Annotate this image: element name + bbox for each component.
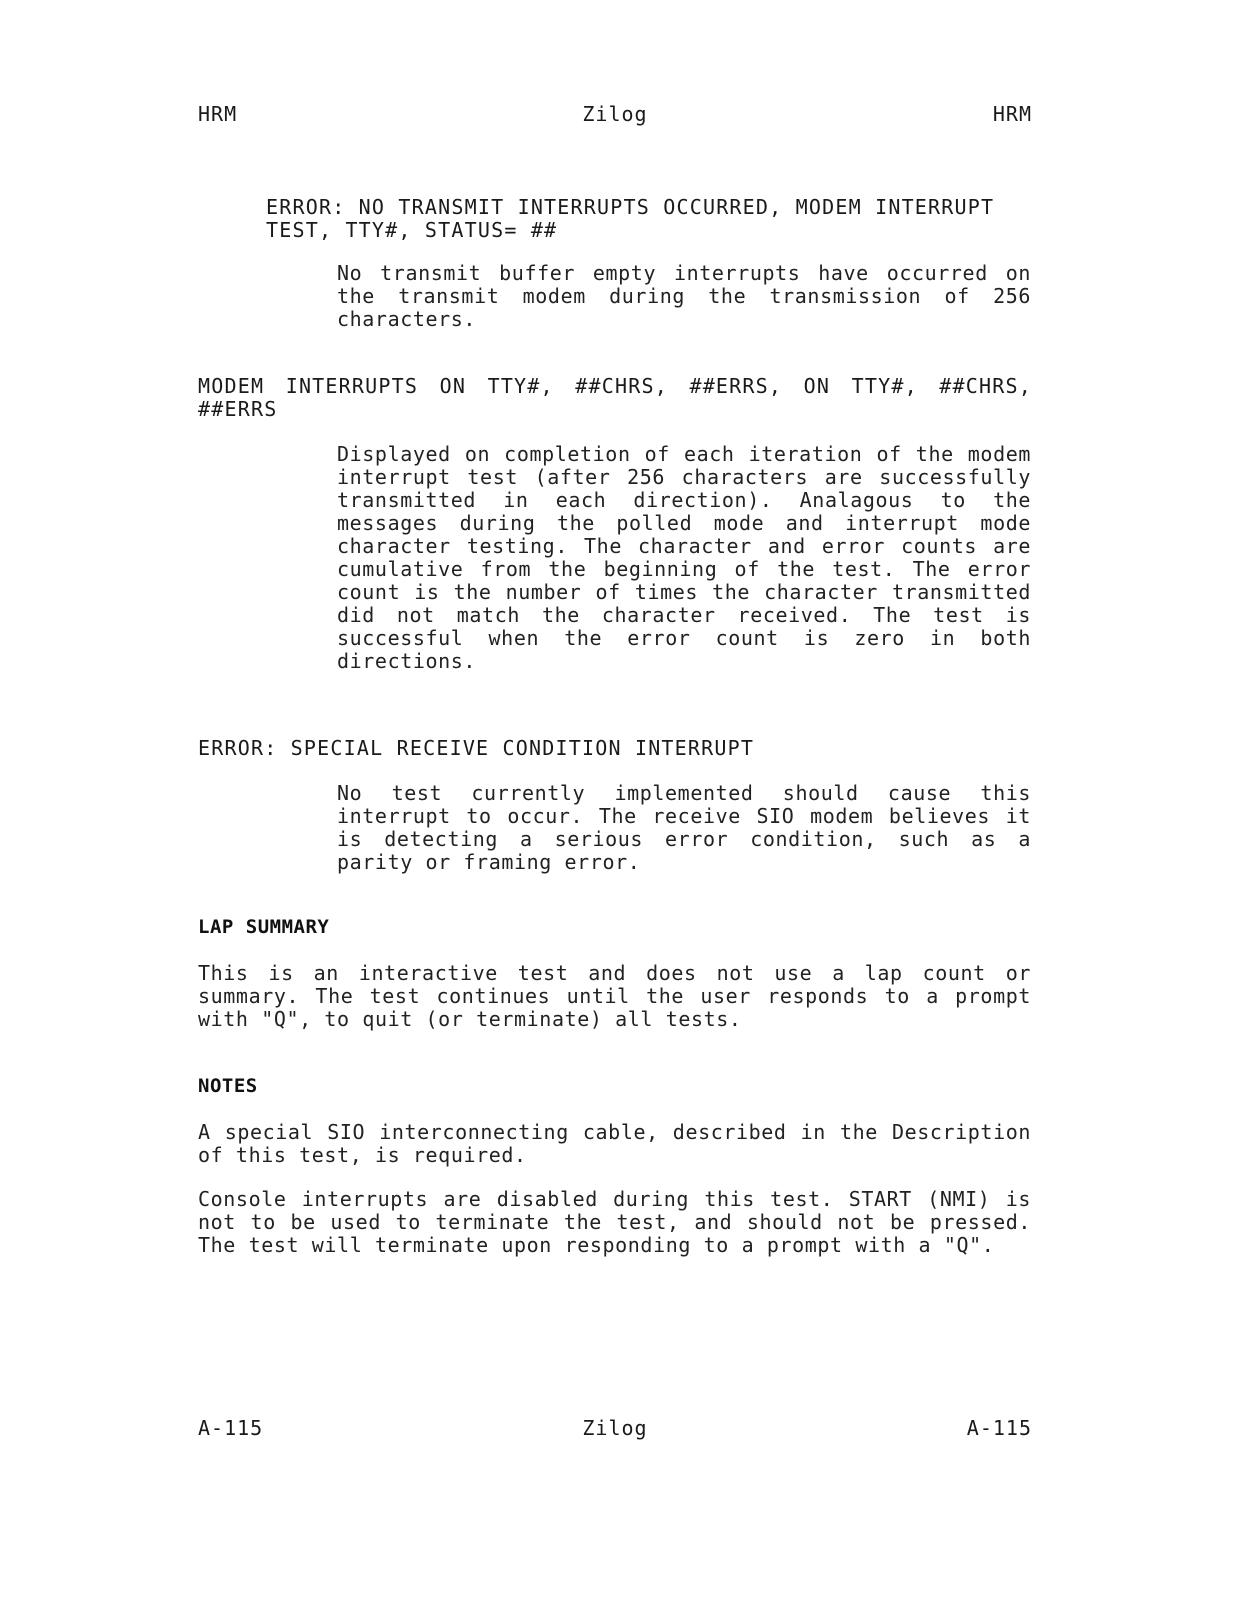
status-description-modem-interrupts: Displayed on completion of each iteration of the modem interrupt test (after 256 characters are successfully transmitted in each direction). Analagous to the messages during the polled mode and interrupt mode character testing. The character and error counts are cumulative from the beginning of the test. The error count is the number of times the character transmitted did not match the character received. The test is successful when the error count is zero in both directions.	[337, 442, 1031, 673]
lap-summary-text: This is an interactive test and does not use a lap count or summary. The test continues until the user responds to a prompt with "Q", to quit (or terminate) all tests.	[198, 961, 1031, 1031]
page-header	[198, 102, 1032, 132]
footer-left: A-115	[198, 1416, 264, 1440]
page-footer	[198, 1416, 1032, 1446]
status-message-modem-interrupts: MODEM INTERRUPTS ON TTY#, ##CHRS, ##ERRS, ON TTY#, ##CHRS, ##ERRS	[198, 374, 1032, 421]
header-center: Zilog	[582, 102, 648, 126]
notes-paragraph-console: Console interrupts are disabled during this test. START (NMI) is not to be used to terminate the test, and should not be pressed. The test will terminate upon responding to a prompt with a "Q".	[198, 1187, 1031, 1257]
footer-right: A-115	[966, 1416, 1032, 1440]
notes-paragraph-cable: A special SIO interconnecting cable, described in the Description of this test, is required.	[198, 1120, 1031, 1167]
error-message-no-transmit: ERROR: NO TRANSMIT INTERRUPTS OCCURRED, MODEM INTERRUPT TEST, TTY#, STATUS= ##	[266, 195, 995, 242]
footer-center: Zilog	[582, 1416, 648, 1440]
header-left: HRM	[198, 102, 238, 126]
error-description-no-transmit: No transmit buffer empty interrupts have occurred on the transmit modem during the transmission of 256 characters.	[337, 261, 1031, 331]
section-heading-notes: NOTES	[198, 1075, 258, 1097]
header-right: HRM	[992, 102, 1032, 126]
section-heading-lap-summary: LAP SUMMARY	[198, 916, 330, 938]
error-message-special-receive: ERROR: SPECIAL RECEIVE CONDITION INTERRUPT	[198, 736, 755, 760]
error-description-special-receive: No test currently implemented should cause this interrupt to occur. The receive SIO modem believes it is detecting a serious error condition, such as a parity or framing error.	[337, 781, 1031, 874]
